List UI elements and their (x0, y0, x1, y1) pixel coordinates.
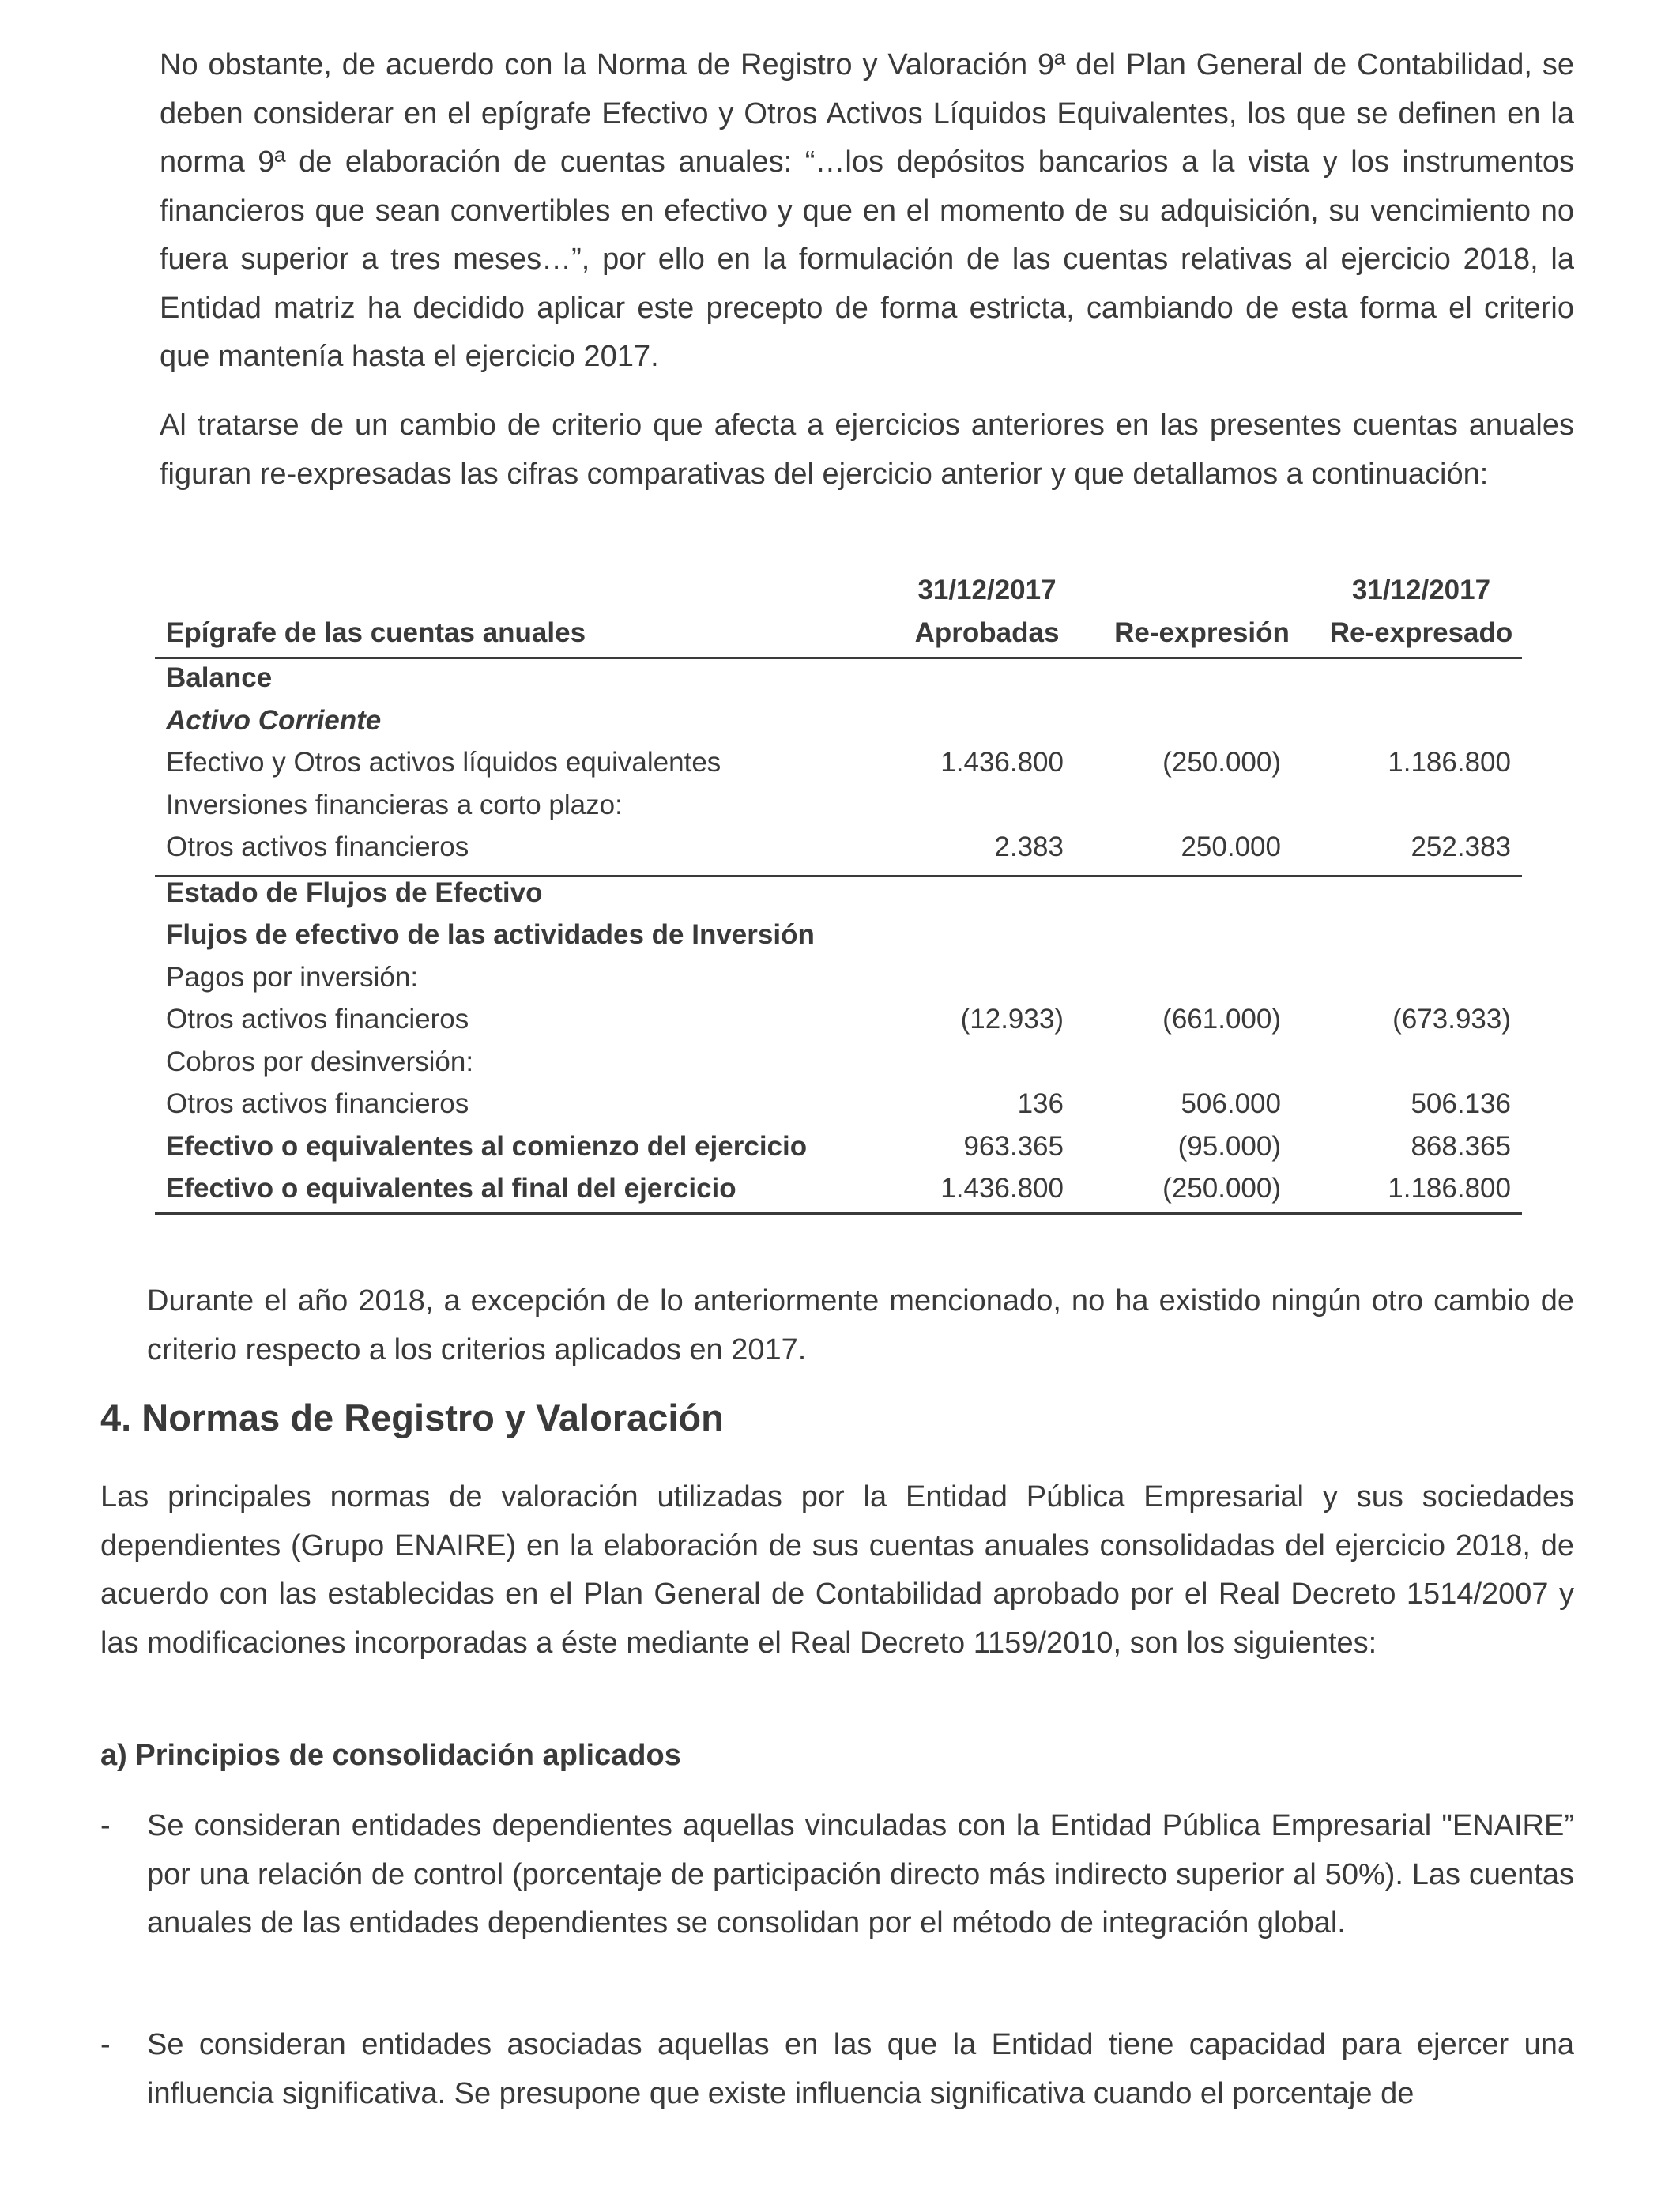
table-row (155, 826, 1522, 869)
table-row (155, 784, 1522, 827)
row-value-restatement: (250.000) (1162, 747, 1281, 778)
row-label: Otros activos financieros (166, 831, 469, 862)
row-label: Efectivo y Otros activos líquidos equivalentes (166, 747, 721, 778)
row-value-restated: (673.933) (1392, 1004, 1511, 1035)
paragraph-cash-equivalents-norm: No obstante, de acuerdo con la Norma de Registro y Valoración 9ª del Plan General de Contabilidad, se deben considerar en el epígrafe Efectivo y Otros Activos Líquidos Equivalentes, los que se definen en la norma 9ª de elaboración de cuentas anuales: “…los depósitos bancarios a la vista y los instrumentos financieros que sean convertibles en efectivo y que en el momento de su adquisición, su vencimiento no fuera superior a tres meses…”, por ello en la formulación de las cuentas relativas al ejercicio 2018, la Entidad matriz ha decidido aplicar este precepto de forma estricta, cambiando de esta forma el criterio que mantenía hasta el ejercicio 2017. (160, 48, 1574, 373)
table-header-row-1 (155, 569, 1522, 612)
row-value-restated: 868.365 (1411, 1130, 1511, 1162)
row-label: Otros activos financieros (166, 1088, 469, 1119)
table-row (155, 741, 1522, 784)
row-value-approved: 1.436.800 (940, 747, 1064, 778)
table-row (155, 914, 1522, 956)
header-col-c-restated: Re-expresado (1329, 616, 1513, 648)
row-value-approved: 2.383 (994, 831, 1064, 862)
table-row (155, 657, 1522, 699)
row-label: Otros activos financieros (166, 1004, 469, 1035)
header-col-a-date: 31/12/2017 (917, 575, 1057, 605)
section-heading: 4. Normas de Registro y Valoración (100, 1397, 724, 1438)
bullet-marker: - (100, 2028, 111, 2061)
row-value-approved: (12.933) (960, 1004, 1064, 1035)
row-value-restatement: (95.000) (1177, 1130, 1281, 1162)
header-col-b-restatement: Re-expresión (1114, 616, 1290, 648)
table-row (155, 1041, 1522, 1084)
row-label: Activo Corriente (166, 704, 382, 736)
table-bottom-rule (155, 1212, 1522, 1215)
row-value-restated: 1.186.800 (1388, 1173, 1511, 1204)
paragraph-no-other-changes: Durante el año 2018, a excepción de lo anteriormente mencionado, no ha existido ningún otro cambio de criterio respecto a los criterios aplicados en 2017. (147, 1284, 1574, 1367)
table-row (155, 699, 1522, 742)
table-row (155, 872, 1522, 914)
row-value-restatement: (661.000) (1162, 1004, 1281, 1035)
paragraph-valuation-norms: Las principales normas de valoración utilizadas por la Entidad Pública Empresarial y sus sociedades dependientes (Grupo ENAIRE) en la elaboración de sus cuentas anuales consolidadas del ejercicio 2018, de acuerdo con las establecidas en el Plan General de Contabilidad aprobado por el Real Decreto 1514/2007 y las modificaciones incorporadas a éste mediante el Real Decreto 1159/2010, son los siguientes: (100, 1480, 1574, 1660)
row-value-restated: 506.136 (1411, 1088, 1511, 1119)
row-label: Efectivo o equivalentes al comienzo del ejercicio (166, 1130, 808, 1162)
row-label: Efectivo o equivalentes al final del ejercicio (166, 1173, 736, 1204)
row-value-approved: 963.365 (963, 1130, 1064, 1162)
table-row (155, 1167, 1522, 1210)
row-label: Estado de Flujos de Efectivo (166, 876, 543, 908)
table-row (155, 1083, 1522, 1125)
row-value-restatement: (250.000) (1162, 1173, 1281, 1204)
row-label: Pagos por inversión: (166, 961, 419, 993)
header-col-c-date: 31/12/2017 (1351, 575, 1491, 605)
bullet-associated-entities: Se consideran entidades asociadas aquellas en las que la Entidad tiene capacidad para ejercer una influencia significativa. Se presupone que existe influencia significativa cuando el porcentaje de (147, 2028, 1574, 2110)
paragraph-restatement-intro: Al tratarse de un cambio de criterio que afecta a ejercicios anteriores en las presentes cuentas anuales figuran re-expresadas las cifras comparativas del ejercicio anterior y que detallamos a continuación: (160, 409, 1574, 491)
row-value-restatement: 506.000 (1181, 1088, 1281, 1119)
subsection-heading: a) Principios de consolidación aplicados (100, 1739, 681, 1772)
row-value-restated: 1.186.800 (1388, 747, 1511, 778)
row-value-restatement: 250.000 (1181, 831, 1281, 862)
table-header-row-2 (155, 612, 1522, 654)
table-row (155, 998, 1522, 1041)
bullet-marker: - (100, 1809, 111, 1842)
table-row (155, 1125, 1522, 1168)
header-label: Epígrafe de las cuentas anuales (166, 616, 586, 648)
row-value-approved: 136 (1017, 1088, 1064, 1119)
restatement-table (155, 569, 1522, 1210)
row-label: Balance (166, 662, 273, 693)
row-label: Cobros por desinversión: (166, 1046, 474, 1077)
row-label: Inversiones financieras a corto plazo: (166, 789, 623, 820)
row-value-approved: 1.436.800 (940, 1173, 1064, 1204)
table-row (155, 956, 1522, 999)
bullet-dependent-entities: Se consideran entidades dependientes aquellas vinculadas con la Entidad Pública Empresarial "ENAIRE” por una relación de control (porcentaje de participación directo más indirecto superior al 50%). Las cuentas anuales de las entidades dependientes se consolidan por el método de integración global. (147, 1809, 1574, 1940)
row-label: Flujos de efectivo de las actividades de Inversión (166, 919, 815, 950)
header-col-a-approved: Aprobadas (914, 616, 1060, 648)
row-value-restated: 252.383 (1411, 831, 1511, 862)
